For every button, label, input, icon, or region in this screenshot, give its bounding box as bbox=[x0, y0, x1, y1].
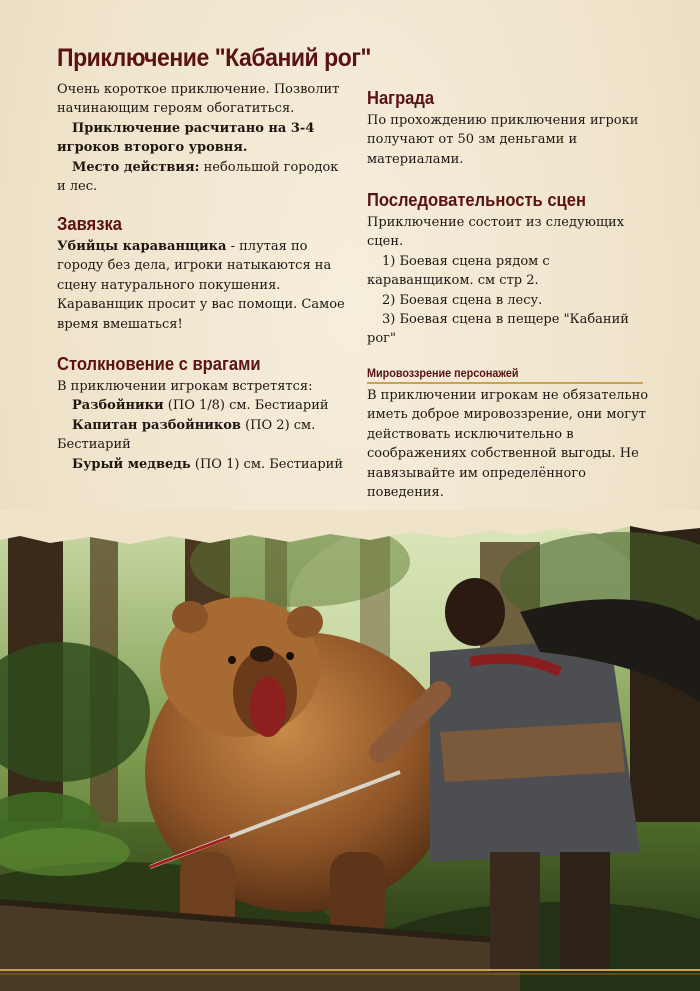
place-text: небольшой городок и лес. bbox=[57, 159, 339, 195]
intro-block bbox=[57, 80, 347, 196]
hook-text bbox=[57, 237, 347, 334]
scene-item: 1) Боевая сцена рядом с караванщиком. см стр 2. bbox=[367, 253, 550, 289]
enemies-heading: Столкновение с врагами bbox=[57, 354, 261, 374]
enemy-item: Разбойники (ПО 1/8) см. Бестиарий bbox=[72, 398, 329, 414]
hook-heading: Завязка bbox=[57, 214, 122, 234]
scene-item: 3) Боевая сцена в пещере "Кабаний рог" bbox=[367, 312, 629, 347]
enemy-item: Бурый медведь (ПО 1) см. Бестиарий bbox=[72, 456, 343, 472]
heading-rule bbox=[367, 382, 643, 384]
enemies-intro: В приключении игрокам встретятся: bbox=[57, 379, 313, 394]
place-label: Место действия: bbox=[72, 159, 200, 175]
level-text: Приключение расчитано на 3-4 игроков второго уровня. bbox=[57, 120, 315, 156]
scenes-section bbox=[367, 190, 652, 349]
scene-item: 2) Боевая сцена в лесу. bbox=[382, 292, 543, 308]
enemies-section bbox=[57, 354, 347, 474]
enemy-item: Капитан разбойников (ПО 2) см. Бестиарий bbox=[57, 417, 316, 453]
page-title: Приключение "Кабаний рог" bbox=[57, 44, 371, 72]
intro-text: Очень короткое приключение. Позволит начинающим героям обогатиться. bbox=[57, 82, 340, 117]
hook-bold: Убийцы караванщика bbox=[57, 239, 227, 254]
alignment-text: В приключении игрокам не обязательно иметь доброе мировоззрение, они могут действовать исключительно в соображениях собственной выгоды. Не навязывайте им определённого поведения. bbox=[367, 388, 649, 501]
bear-illustration bbox=[0, 522, 700, 991]
forest-scene bbox=[0, 522, 700, 991]
scenes-heading: Последовательность сцен bbox=[367, 190, 586, 210]
hook-section bbox=[57, 214, 347, 334]
alignment-section bbox=[367, 366, 652, 502]
scenes-intro: Приключение состоит из следующих сцен. bbox=[367, 215, 625, 250]
reward-section bbox=[367, 88, 652, 169]
reward-heading: Награда bbox=[367, 88, 435, 108]
reward-text: По прохождению приключения игроки получают от 50 зм деньгами и материалами. bbox=[367, 113, 639, 167]
page-border bbox=[0, 962, 700, 991]
alignment-heading: Мировоззрение персонажей bbox=[367, 366, 519, 380]
hook-body: - плутая по городу без дела, игроки натыкаются на сцену натурального покушения. Караванщик просит у вас помощи. Самое время вмешаться! bbox=[57, 239, 345, 332]
torn-edge bbox=[0, 510, 700, 550]
